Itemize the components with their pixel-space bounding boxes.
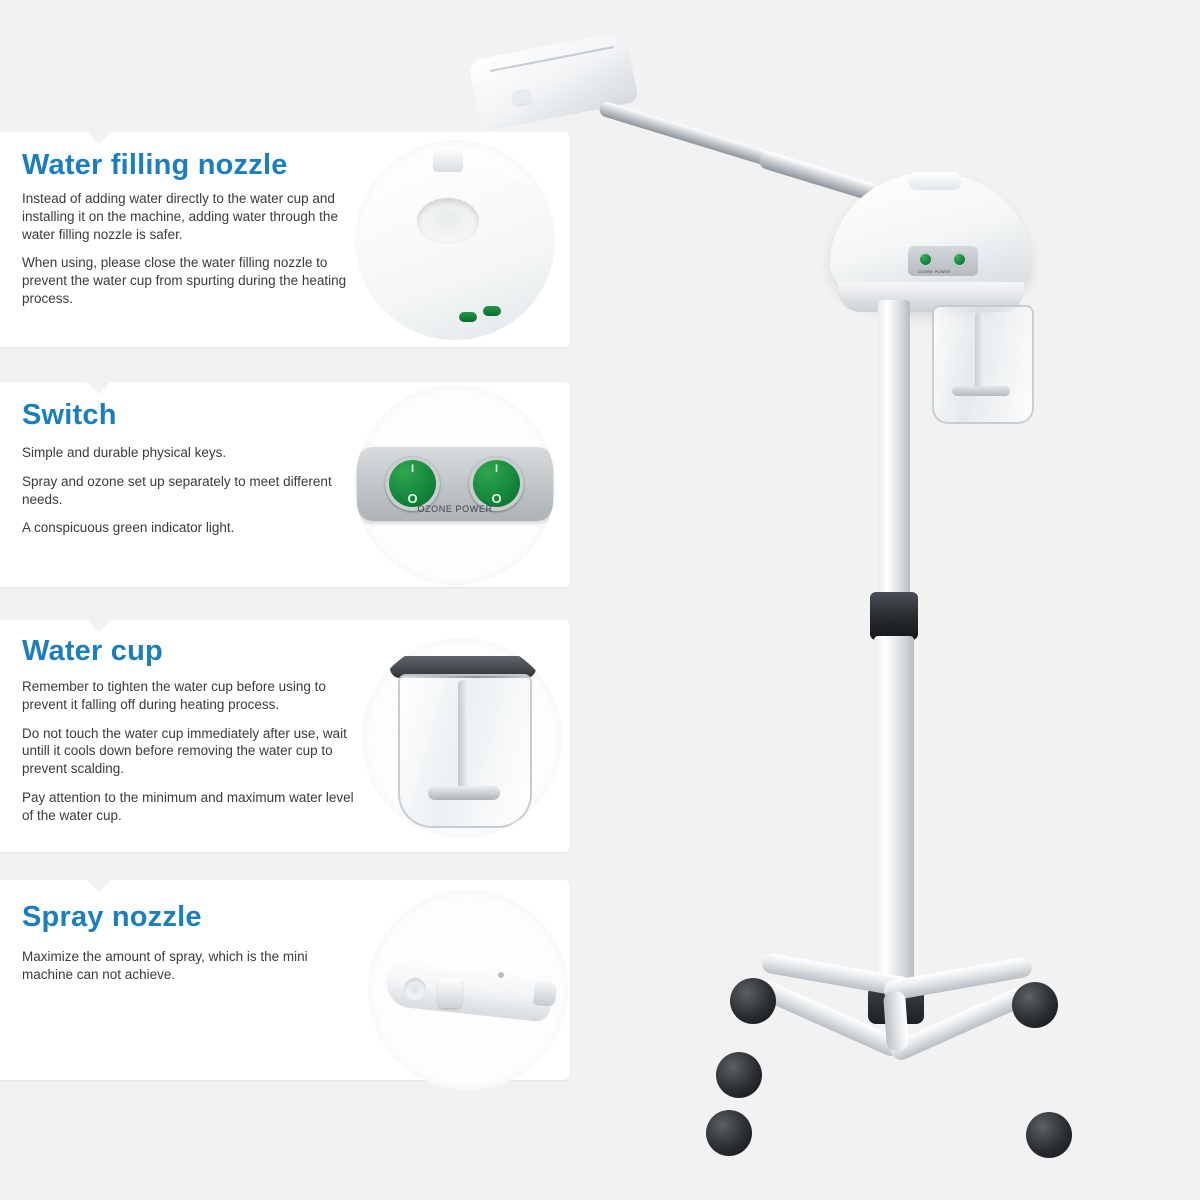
rocker-off-mark: O [407, 491, 418, 506]
panel-paragraph: A conspicuous green indicator light. [22, 520, 235, 536]
panel-text-column [22, 901, 360, 984]
rocker-on-mark: I [494, 463, 499, 475]
caster-wheel-5 [716, 1052, 762, 1098]
spray-nozzle-closeup [368, 890, 568, 1090]
feature-panel-spray-nozzle [0, 880, 570, 1080]
filling-port-opening [417, 198, 479, 244]
caster-wheel-1 [730, 978, 776, 1024]
switch-plate [357, 447, 553, 521]
control-panel-label: OZONE POWER [918, 269, 951, 274]
switch-plate-label: OZONE POWER [417, 504, 493, 514]
cup-heater-plate [428, 786, 500, 800]
dome-top-cap [908, 172, 962, 190]
panel-paragraph: Spray and ozone set up separately to meet different needs. [22, 473, 332, 507]
panel-paragraph: When using, please close the water filling nozzle to prevent the water cup from spurting during the heating process. [22, 255, 347, 307]
panel-paragraph: Simple and durable physical keys. [22, 445, 227, 460]
panel-heading: Water filling nozzle [22, 149, 288, 181]
panel-paragraph: Maximize the amount of spray, which is the mini machine can not achieve. [22, 949, 308, 982]
panel-heading: Switch [22, 399, 117, 431]
panel-notch [86, 381, 112, 394]
panel-text-column [22, 635, 360, 825]
caster-wheel-4 [1026, 1112, 1072, 1158]
panel-text-column [22, 399, 360, 537]
nozzle-air-hole [404, 978, 426, 1000]
panel-notch [86, 131, 112, 144]
panel-paragraph: Instead of adding water directly to the water cup and installing it on the machine, adding water through the water filling nozzle is safer. [22, 191, 338, 242]
caster-wheel-2 [1012, 982, 1058, 1028]
closeup-body [355, 168, 555, 340]
height-adjust-pole-lower [874, 636, 914, 986]
panel-paragraph: Remember to tighten the water cup before using to prevent it falling off during heating process. [22, 679, 326, 712]
closeup-indicator-button [459, 312, 477, 322]
nozzle-outlet-tip [533, 981, 557, 1007]
rocker-on-mark: I [410, 463, 415, 475]
cup-inner-tube [458, 680, 468, 790]
locking-collar[interactable] [870, 592, 918, 640]
filling-port-cap[interactable] [433, 148, 463, 172]
feature-panel-water-filling-nozzle [0, 132, 570, 347]
feature-panel-water-cup [0, 620, 570, 852]
nozzle-slider[interactable] [438, 978, 462, 1008]
water-cup-closeup [362, 638, 562, 838]
rocker-off-mark: O [491, 491, 502, 506]
nozzle-screw-dot [498, 972, 504, 978]
panel-notch [86, 619, 112, 632]
feature-panel-switch [0, 382, 570, 587]
ozone-rocker-switch[interactable] [385, 456, 440, 511]
panel-heading: Water cup [22, 635, 163, 667]
height-adjust-pole-upper [878, 300, 910, 600]
panel-heading: Spray nozzle [22, 901, 202, 933]
water-cup-inner-tube [975, 312, 984, 390]
base-leg-5 [883, 990, 909, 1051]
panel-paragraph: Do not touch the water cup immediately after use, wait untill it cools down before removing the water cup to prevent scalding. [22, 725, 347, 777]
panel-text-column [22, 149, 360, 308]
power-rocker-switch[interactable] [469, 456, 524, 511]
product-control-panel[interactable] [908, 246, 978, 276]
panel-paragraph: Pay attention to the minimum and maximum water level of the water cup. [22, 790, 354, 823]
closeup-indicator-button-2 [483, 306, 501, 316]
caster-wheel-3 [706, 1110, 752, 1156]
panel-notch [86, 879, 112, 892]
power-button[interactable] [952, 252, 967, 267]
water-cup-heater-plate [952, 386, 1010, 396]
water-filling-nozzle-closeup [355, 140, 555, 340]
ozone-button[interactable] [918, 252, 933, 267]
switch-closeup [355, 385, 555, 585]
